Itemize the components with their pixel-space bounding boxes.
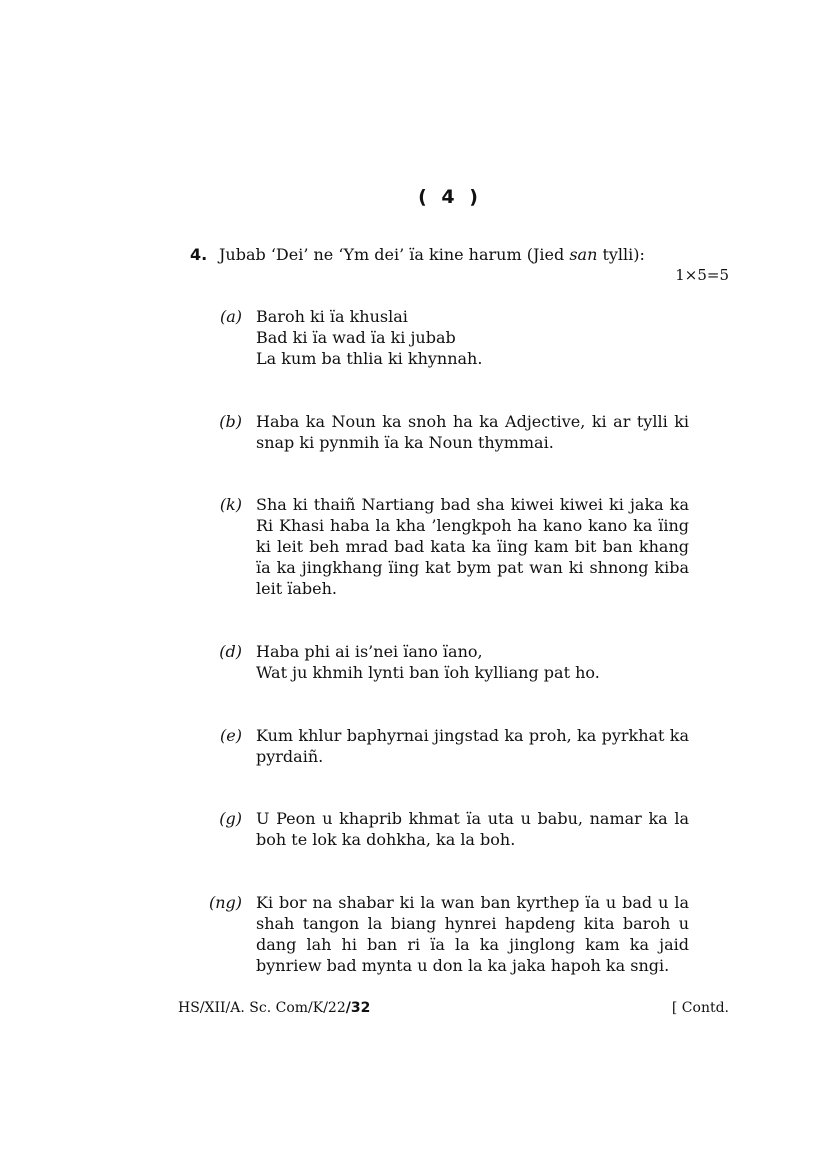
item-label: (ng) (208, 893, 242, 912)
item-line: La kum ba thlia ki khynnah. (256, 349, 483, 368)
paper-code-suffix: /32 (345, 1000, 371, 1016)
item-g (200, 808, 700, 850)
question-text-part-2: tylli): (597, 245, 645, 264)
item-a (200, 306, 700, 369)
item-text: Haba ka Noun ka snoh ha ka Adjective, ki ar tylli ki snap ki pynmih ïa ka Noun thymmai. (256, 412, 689, 452)
contd-label: [ Contd. (671, 1000, 729, 1016)
marks-allocation: 1×5=5 (675, 266, 729, 284)
item-line: Wat ju khmih lynti ban ïoh kylliang pat ho. (256, 663, 600, 682)
item-text (256, 641, 689, 683)
item-line: Haba phi ai is’nei ïano ïano, (256, 642, 483, 661)
paper-code (178, 1000, 370, 1016)
item-label: (b) (219, 412, 242, 431)
item-e (200, 725, 700, 767)
item-line: Baroh ki ïa khuslai (256, 307, 408, 326)
item-line: Bad ki ïa wad ïa ki jubab (256, 328, 456, 347)
item-label: (k) (219, 495, 242, 514)
item-text: Ki bor na shabar ki la wan ban kyrthep ïa u bad u la shah tangon la biang hynrei hapdeng kita baroh u dang lah hi ban ri ïa la ka jinglong kam ka jaid bynriew bad mynta u don la ka jaka hapoh ka sngi. (256, 893, 689, 975)
paper-code-prefix: HS/XII/A. Sc. Com/K/22 (178, 1000, 346, 1016)
item-text (256, 306, 689, 369)
item-d (200, 641, 700, 683)
item-b (200, 411, 700, 453)
question-4 (190, 244, 730, 266)
item-label: (d) (219, 642, 242, 661)
item-label: (a) (219, 307, 242, 326)
item-text: Sha ki thaiñ Nartiang bad sha kiwei kiwei ki jaka ka Ri Khasi haba la kha ’lengkpoh ha kano kano ka ïing ki leit beh mrad bad kata ka ïing kam bit ban khang ïa ka jingkhang ïing kat bym pat wan ki shnong kiba leit ïabeh. (256, 495, 689, 598)
item-label: (g) (219, 809, 242, 828)
question-text (219, 245, 645, 264)
question-text-part-1: Jubab ‘Dei’ ne ‘Ym dei’ ïa kine harum (Jied (219, 245, 570, 264)
item-text: U Peon u khaprib khmat ïa uta u babu, namar ka la boh te lok ka dohkha, ka la boh. (256, 809, 689, 849)
question-number: 4. (190, 245, 208, 264)
question-text-italic: san (569, 245, 598, 264)
item-label: (e) (220, 726, 242, 745)
item-ng (200, 892, 700, 976)
item-text: Kum khlur baphyrnai jingstad ka proh, ka pyrkhat ka pyrdaiñ. (256, 726, 689, 766)
item-k (200, 494, 700, 599)
page-number: ( 4 ) (418, 186, 482, 208)
